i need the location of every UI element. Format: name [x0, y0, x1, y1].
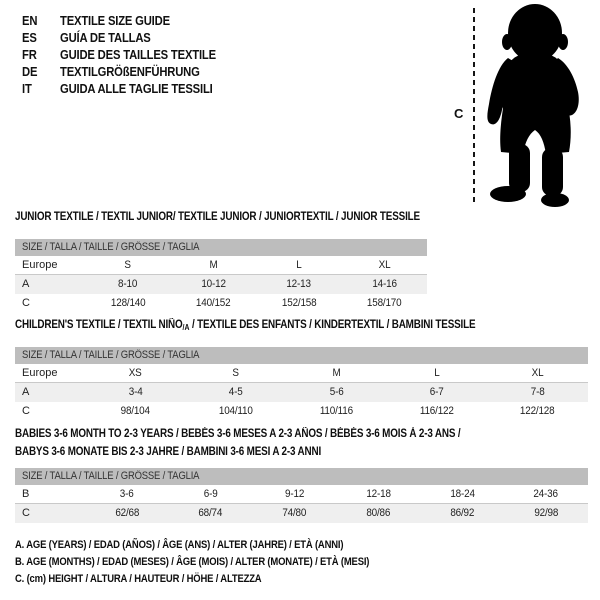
nino-a-subscript: /A — [182, 323, 190, 332]
language-code: DE — [22, 65, 38, 79]
babies-section-title: BABIES 3-6 MONTH TO 2-3 YEARS / BEBÉS 3-6 MESES A 2-3 AÑOS / BÉBÉS 3-6 MOIS À 2-3 ANS / BABYS 3-6 MONATE BIS 2-3 JAHRE / BAMBINI 3-6 MESI A 2-3 ANNI — [15, 428, 461, 458]
baby-silhouette-image — [478, 2, 596, 208]
size-header-bar: SIZE / TALLA / TAILLE / GRÖSSE / TAGLIA — [15, 468, 588, 485]
measure-legend — [15, 537, 427, 588]
junior-section-title: JUNIOR TEXTILE / TEXTIL JUNIOR/ TEXTILE JUNIOR / JUNIORTEXTIL / JUNIOR TESSILE — [15, 211, 420, 223]
table-row-age-years: A 3-4 4-5 5-6 6-7 7-8 — [15, 383, 588, 402]
language-row — [22, 64, 233, 81]
language-row — [22, 47, 233, 64]
height-measure-label: C — [454, 106, 464, 121]
language-row — [22, 13, 233, 30]
height-measure-dashed-line — [473, 8, 475, 206]
junior-size-table — [15, 239, 427, 313]
language-row — [22, 30, 233, 47]
children-section-title: CHILDREN'S TEXTILE / TEXTIL $NIÑO_{/A}$ / TEXTILE DES ENFANTS / KINDERTEXTIL / BAMBINI TESSILE — [15, 319, 476, 332]
language-title: GUIDA ALLE TAGLIE TESSILI — [60, 82, 213, 96]
babies-size-table — [15, 468, 588, 523]
table-row-europe: Europe S M L XL — [15, 256, 427, 275]
language-title: TEXTILE SIZE GUIDE — [60, 14, 170, 28]
table-row-height-cm: C 128/140 140/152 152/158 158/170 — [22, 297, 402, 309]
language-title: GUIDE DES TAILLES TEXTILE — [60, 48, 216, 62]
legend-age-months: B. AGE (MONTHS) / EDAD (MESES) / ÂGE (MOIS) / ALTER (MONATE) / ETÀ (MESI) — [15, 556, 370, 568]
table-row-age-months: B 3-6 6-9 9-12 12-18 18-24 24-36 — [15, 485, 588, 504]
legend-height-cm: C. (cm) HEIGHT / ALTURA / HAUTEUR / HÖHE / ALTEZZA — [15, 573, 262, 585]
size-header-bar: SIZE / TALLA / TAILLE / GRÖSSE / TAGLIA — [15, 347, 588, 364]
table-row-height-cm: C 62/68 68/74 74/80 80/86 86/92 92/98 — [15, 504, 588, 523]
language-title-list — [22, 13, 233, 98]
children-size-table — [15, 347, 588, 421]
language-code: FR — [22, 48, 37, 62]
language-row — [22, 81, 233, 98]
language-title: GUÍA DE TALLAS — [60, 31, 151, 45]
language-title: TEXTILGRÖßENFÜHRUNG — [60, 65, 200, 79]
language-code: EN — [22, 14, 38, 28]
size-header-bar: SIZE / TALLA / TAILLE / GRÖSSE / TAGLIA — [15, 239, 427, 256]
table-row-age-years: A 8-10 10-12 12-13 14-16 — [15, 275, 427, 294]
table-row-height-cm: C 98/104 104/110 110/116 116/122 122/128 — [22, 405, 555, 417]
legend-age-years: A. AGE (YEARS) / EDAD (AÑOS) / ÂGE (ANS) / ALTER (JAHRE) / ETÀ (ANNI) — [15, 539, 344, 551]
language-code: IT — [22, 82, 32, 96]
table-row-europe: Europe XS S M L XL — [15, 364, 588, 383]
language-code: ES — [22, 31, 37, 45]
